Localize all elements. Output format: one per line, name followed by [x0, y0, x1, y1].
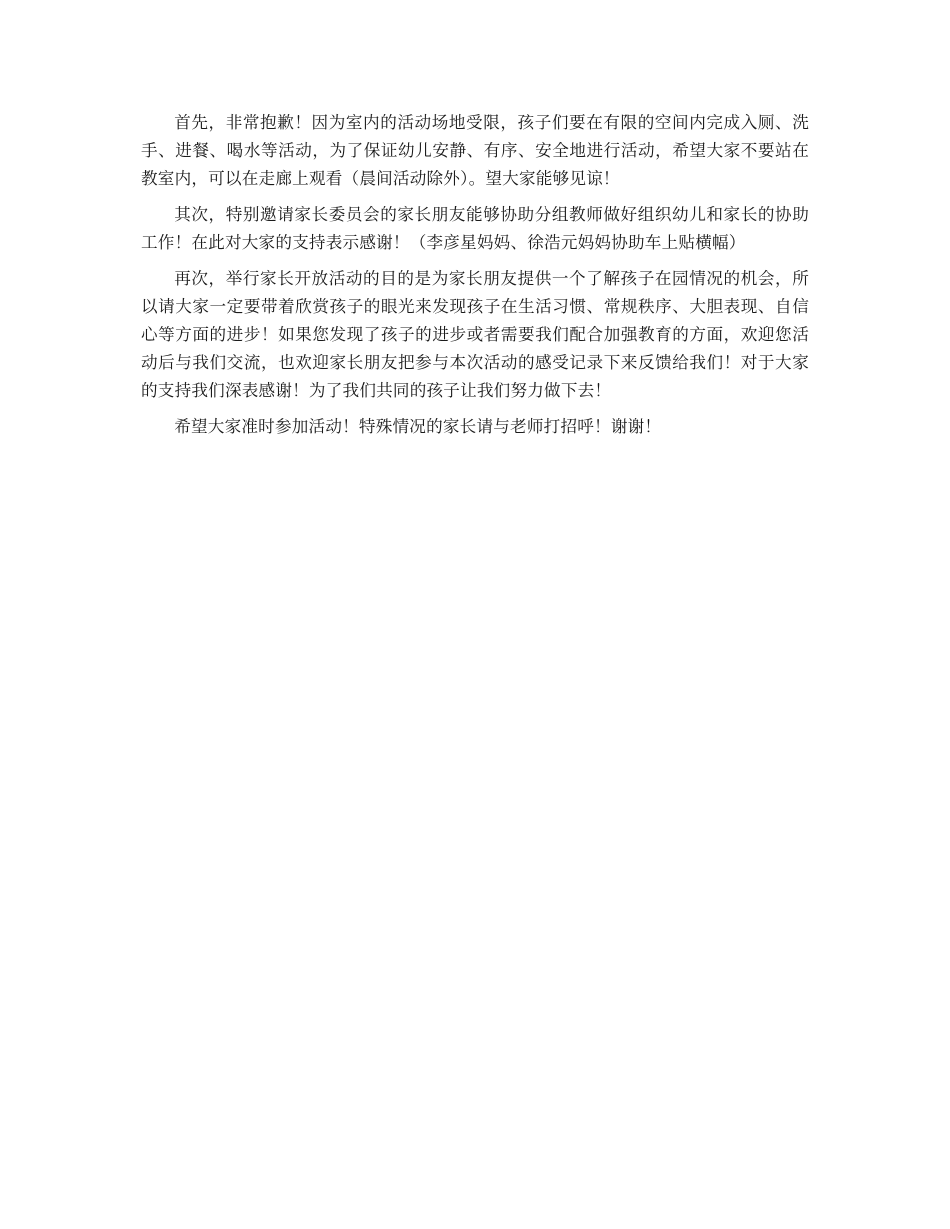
paragraph-open-day-purpose: 再次，举行家长开放活动的目的是为家长朋友提供一个了解孩子在园情况的机会，所以请大家一定要带着欣赏孩子的眼光来发现孩子在生活习惯、常规秩序、大胆表现、自信心等方面的进步！如果您发现了孩子的进步或者需要我们配合加强教育的方面，欢迎您活动后与我们交流，也欢迎家长朋友把参与本次活动的感受记录下来反馈给我们！对于大家的支持我们深表感谢！为了我们共同的孩子让我们努力做下去！ [141, 269, 809, 400]
paragraph-closing: 希望大家准时参加活动！特殊情况的家长请与老师打招呼！谢谢！ [174, 417, 662, 436]
document-body [141, 109, 809, 449]
paragraph-parent-committee: 其次，特别邀请家长委员会的家长朋友能够协助分组教师做好组织幼儿和家长的协助工作！在此对大家的支持表示感谢！（李彦星妈妈、徐浩元妈妈协助车上贴横幅） [141, 205, 809, 252]
paragraph-apology: 首先，非常抱歉！因为室内的活动场地受限，孩子们要在有限的空间内完成入厕、洗手、进餐、喝水等活动，为了保证幼儿安静、有序、安全地进行活动，希望大家不要站在教室内，可以在走廊上观看（晨间活动除外）。望大家能够见谅！ [141, 113, 809, 188]
